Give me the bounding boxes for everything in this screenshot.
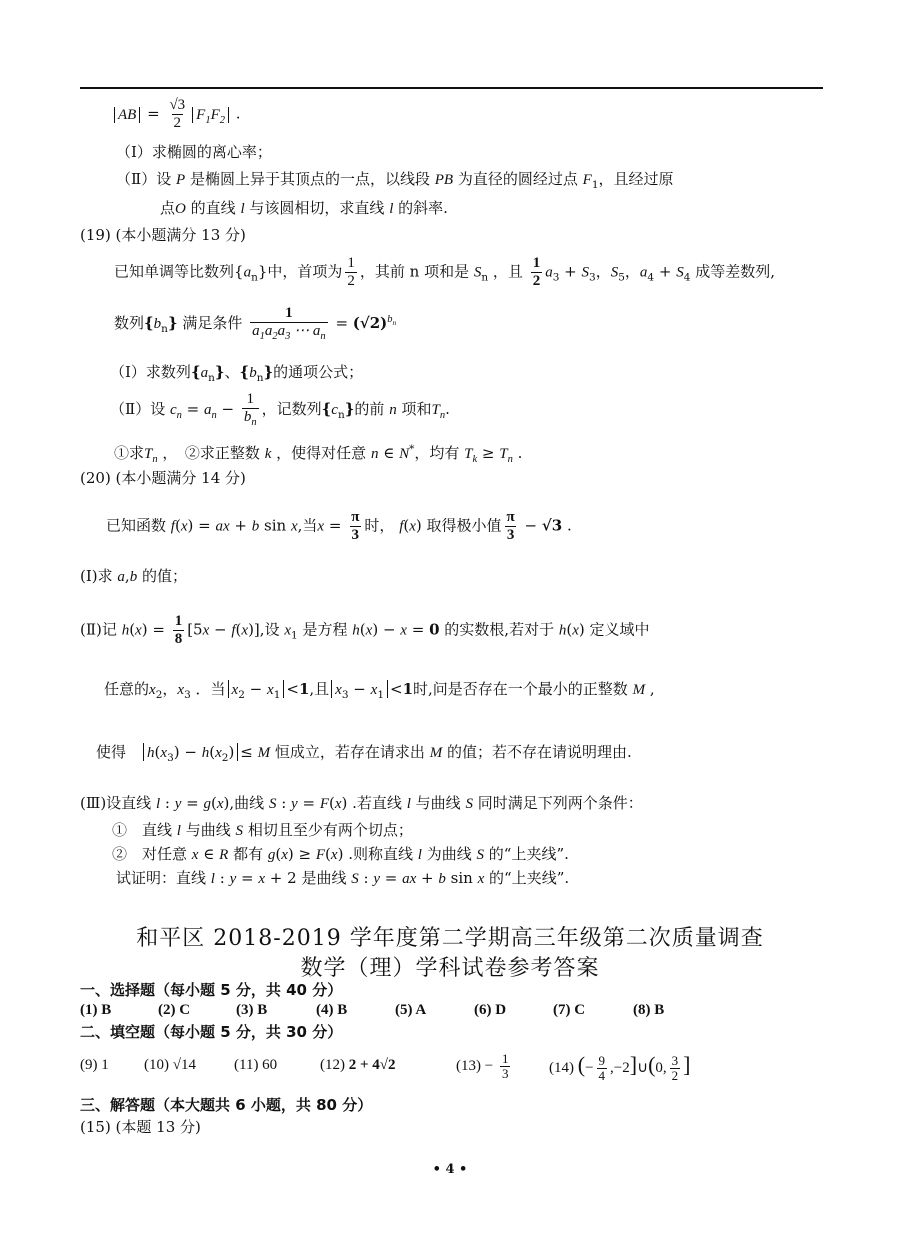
answer-title: 和平区 2018-2019 学年度第二学期高三年级第二次质量调查 bbox=[136, 926, 764, 951]
q18-part2: （Ⅱ）设 P 是椭圆上异于其顶点的一点，以线段 PB 为直径的圆经过点 $F_1$，且经过原 bbox=[116, 170, 674, 191]
q20-header: (20) (本小题满分 14 分) bbox=[80, 469, 246, 487]
choice-3: (3) B bbox=[236, 1002, 268, 1018]
choice-2: (2) C bbox=[158, 1002, 191, 1018]
section-fill: 二、填空题（每小题 5 分，共 30 分） bbox=[80, 1023, 343, 1041]
choice-4: (4) B bbox=[316, 1002, 348, 1018]
q20-line1: 已知函数 f(x) = ax + b sin x,当x = $\frac{\pi}{3}$ 时， f(x) 取得极小值 $\frac{\pi}{3}$ − √3 . bbox=[106, 509, 572, 543]
q19-part1: （Ⅰ）求数列$\{a_n\}$、$\{b_n\}$的通项公式； bbox=[110, 363, 364, 384]
ab-equation: AB = $\frac{√3}{2}$ $F_1F_2$ . bbox=[112, 98, 241, 131]
choice-6: (6) D bbox=[474, 1002, 507, 1018]
fill-10: (10) √14 bbox=[144, 1057, 196, 1073]
header-rule bbox=[80, 87, 823, 89]
q19-line1: 已知单调等比数列$\{a_n\}$中，首项为 $\frac{1}{2}$ ，其前 n 项和是 $S_n$ ，且 $\frac{1}{2}$ $a_3 + S_3$，$S_5$，$a_4 + S_4$ 成等差数列, bbox=[114, 255, 775, 289]
q20-part2-end: 使得 $h(x_3) - h(x_2) \le M$ 恒成立，若存在请求出 M 的值；若不存在请说明理由. bbox=[96, 743, 632, 764]
choice-1: (1) B bbox=[80, 1002, 112, 1018]
fill-12: (12) 2 + 4√2 bbox=[320, 1057, 396, 1073]
q19-part2: （Ⅱ）设 $c_n = a_n$ − $\frac{1}{b_n}$ ，记数列$\{c_n\}$的前 n 项和$T_n$. bbox=[110, 391, 450, 428]
fill-11: (11) 60 bbox=[234, 1057, 278, 1073]
choice-8: (8) B bbox=[633, 1002, 665, 1018]
section-choice: 一、选择题（每小题 5 分，共 40 分） bbox=[80, 981, 343, 999]
choice-7: (7) C bbox=[553, 1002, 586, 1018]
q20-condition1: ① 直线 l 与曲线 S 相切且至少有两个切点； bbox=[112, 821, 413, 839]
q20-part1: (Ⅰ)求 a,b 的值； bbox=[80, 567, 187, 585]
q20-part2: (Ⅱ)记 h(x) = $\frac{1}{8}$ [5x − f(x)],设 $x_1$ 是方程 h(x) − x = 0 的实数根,若对于 h(x) 定义域中 bbox=[80, 613, 650, 647]
q19-line2: 数列$\{b_n\}$ 满足条件 $\frac{1}{a_1a_2a_3 \cdots a_n}$ = $(√2)^{b_n}$ bbox=[114, 305, 397, 342]
fill-9: (9) 1 bbox=[80, 1057, 109, 1073]
page-number: • 4 • bbox=[432, 1162, 468, 1177]
fill-13: (13) − $\frac{1}{3}$ bbox=[456, 1051, 509, 1081]
q20-condition2: ② 对任意 x ∈ R 都有 g(x) ≥ F(x) .则称直线 l 为曲线 S 的“上夹线”. bbox=[112, 845, 569, 863]
q19-subparts: ①求$T_n$ ， ②求正整数 k ，使得对任意 n ∈ N*，均有 $T_k \ge T_n$ . bbox=[114, 443, 523, 465]
fill-14: (14) (− $\frac{9}{4}$ ,−2]∪(0, $\frac{3}{2}$ ] bbox=[549, 1052, 691, 1083]
section-solution: 三、解答题（本大题共 6 小题，共 80 分） bbox=[80, 1096, 373, 1114]
q20-prove: 试证明：直线 l : y = x + 2 是曲线 S : y = ax + b sin x 的“上夹线”. bbox=[116, 869, 570, 887]
q18-part2-cont: 点O 的直线 l 与该圆相切，求直线 l 的斜率. bbox=[160, 199, 448, 217]
q19-header: (19) (本小题满分 13 分) bbox=[80, 226, 246, 244]
q20-part3: (Ⅲ)设直线 l : y = g(x),曲线 S : y = F(x) .若直线 l 与曲线 S 同时满足下列两个条件： bbox=[80, 794, 643, 812]
answer-subtitle: 数学（理）学科试卷参考答案 bbox=[300, 956, 600, 981]
q18-part1: （Ⅰ）求椭圆的离心率； bbox=[116, 143, 272, 161]
q20-part2-cont: 任意的$x_2$，$x_3$ ．当 $x_2 - x_1 <1$,且 $x_3 - x_1 <1$时,问是否存在一个最小的正整数 M , bbox=[104, 680, 655, 701]
q15-header: (15) (本题 13 分) bbox=[80, 1118, 201, 1136]
choice-5: (5) A bbox=[395, 1002, 427, 1018]
